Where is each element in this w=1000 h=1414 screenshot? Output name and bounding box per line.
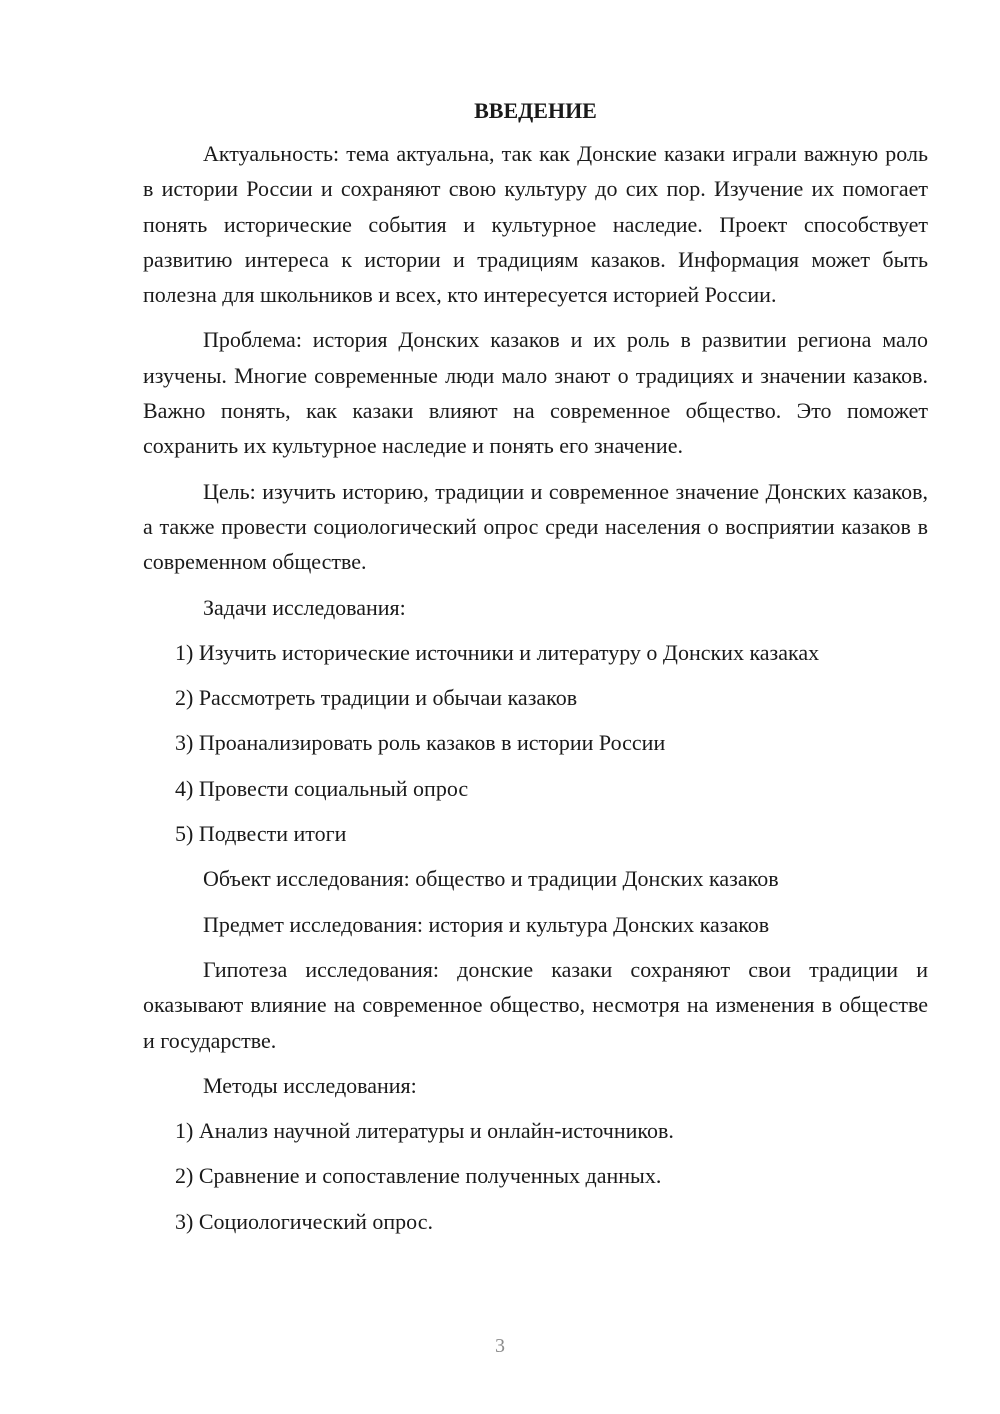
tasks-heading: Задачи исследования: (203, 594, 406, 620)
method-item-3: 3) Социологический опрос. (175, 1208, 433, 1234)
hypothesis-paragraph: Гипотеза исследования: донские казаки сохраняют свои традиции и оказывают влияние на современное общество, несмотря на изменения в обществе и государстве. (143, 956, 928, 1053)
task-item-1: 1) Изучить исторические источники и литературу о Донских казаках (175, 639, 820, 665)
task-item-3: 3) Проанализировать роль казаков в истории России (175, 730, 666, 756)
method-item-2: 2) Сравнение и сопоставление полученных данных. (175, 1163, 662, 1189)
research-subject: Предмет исследования: история и культура Донских казаков (203, 911, 770, 937)
task-item-2: 2) Рассмотреть традиции и обычаи казаков (175, 685, 578, 711)
research-object: Объект исследования: общество и традиции Донских казаков (203, 866, 779, 892)
goal-paragraph: Цель: изучить историю, традиции и современное значение Донских казаков, а также провести социологический опрос среди населения о восприятии казаков в современном обществе. (143, 478, 928, 575)
task-item-5: 5) Подвести итоги (175, 821, 347, 847)
methods-heading: Методы исследования: (203, 1072, 417, 1098)
document-page (143, 94, 928, 1239)
relevance-paragraph: Актуальность: тема актуальна, так как Донские казаки играли важную роль в истории России и сохраняют свою культуру до сих пор. Изучение их помогает понять исторические события и культурное наследие. Проект способствует развитию интереса к истории и традициям казаков. Информация может быть полезна для школьников и всех, кто интересуется историей России. (143, 141, 928, 308)
task-item-4: 4) Провести социальный опрос (175, 775, 469, 801)
method-item-1: 1) Анализ научной литературы и онлайн-источников. (175, 1118, 674, 1144)
page-title: ВВЕДЕНИЕ (474, 98, 597, 123)
page-number: 3 (495, 1335, 505, 1357)
problem-paragraph: Проблема: история Донских казаков и их роль в развитии региона мало изучены. Многие современные люди мало знают о традициях и значении казаков. Важно понять, как казаки влияют на современное общество. Это поможет сохранить их культурное наследие и понять его значение. (143, 327, 928, 459)
